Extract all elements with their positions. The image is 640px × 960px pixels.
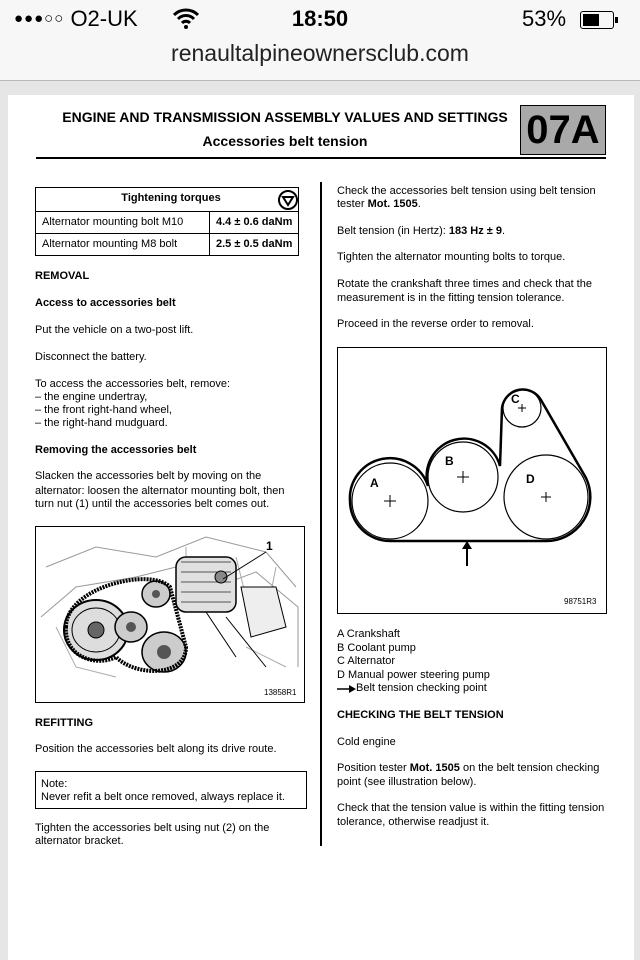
paragraph: tolerance, otherwise readjust it. <box>337 816 490 828</box>
legend-item: C Alternator <box>337 655 396 667</box>
paragraph: measurement is in the fitting tension tolerance. <box>337 292 565 304</box>
pulley-label-a: A <box>370 476 379 490</box>
torque-symbol-icon <box>277 190 299 210</box>
fig2-ref: 98751R3 <box>564 597 597 606</box>
paragraph: Cold engine <box>337 736 396 748</box>
belt-routing-diagram <box>337 347 607 614</box>
torque-label: Alternator mounting M8 bolt <box>42 238 178 250</box>
doc-title: ENGINE AND TRANSMISSION ASSEMBLY VALUES AND SETTINGS <box>62 109 508 125</box>
paragraph: To access the accessories belt, remove: <box>35 378 231 390</box>
legend-item: A Crankshaft <box>337 628 400 640</box>
list-item: – the front right-hand wheel, <box>35 404 172 416</box>
engine-drawing <box>36 527 304 702</box>
paragraph: Check the accessories belt tension using belt tension <box>337 185 596 197</box>
pulley-label-d: D <box>526 472 535 486</box>
clock: 18:50 <box>291 6 349 31</box>
torque-label: Alternator mounting bolt M10 <box>42 216 184 228</box>
torque-value: 2.5 ± 0.5 daNm <box>216 238 293 250</box>
removing-heading: Removing the accessories belt <box>35 444 197 456</box>
legend-item: D Manual power steering pump <box>337 669 490 681</box>
torque-table-header: Tightening torques <box>121 192 221 204</box>
refitting-heading: REFITTING <box>35 717 94 729</box>
table-row <box>36 211 298 234</box>
paragraph: Position the accessories belt along its drive route. <box>35 743 277 755</box>
pulley-label-c: C <box>511 392 520 406</box>
paragraph: Tighten the alternator mounting bolts to torque. <box>337 251 566 263</box>
battery-icon <box>580 11 614 29</box>
carrier-name: O2-UK <box>70 6 138 31</box>
fig1-ref: 13858R1 <box>264 688 297 697</box>
paragraph: Position tester Mot. 1505 on the belt tension checking <box>337 762 600 774</box>
pulley-label-b: B <box>445 454 454 468</box>
fig1-callout: 1 <box>266 539 273 553</box>
arrow-right-icon <box>337 684 357 694</box>
torque-value: 4.4 ± 0.6 daNm <box>216 216 293 228</box>
battery-percent: 53% <box>522 6 567 31</box>
header-divider <box>36 157 606 159</box>
note-box <box>35 771 307 809</box>
doc-subtitle: Accessories belt tension <box>202 133 368 149</box>
paragraph: Slacken the accessories belt by moving on the <box>35 470 262 482</box>
paragraph: Rotate the crankshaft three times and check that the <box>337 278 592 290</box>
column-divider <box>320 182 322 846</box>
section-badge: 07A <box>520 105 606 155</box>
legend-item: B Coolant pump <box>337 642 416 654</box>
signal-strength-dots: ●●●○○ <box>14 10 65 27</box>
paragraph: point (see illustration below). <box>337 776 477 788</box>
paragraph: Belt tension (in Hertz): 183 Hz ± 9. <box>337 225 506 237</box>
paragraph: Disconnect the battery. <box>35 351 147 363</box>
list-item: – the right-hand mudguard. <box>35 417 168 429</box>
address-bar[interactable] <box>0 40 640 81</box>
table-row <box>36 233 298 256</box>
paragraph: turn nut (1) until the accessories belt comes out. <box>35 498 270 510</box>
paragraph: Proceed in the reverse order to removal. <box>337 318 534 330</box>
paragraph: Check that the tension value is within the fitting tension <box>337 802 605 814</box>
paragraph: Tighten the accessories belt using nut (2) on the <box>35 822 270 834</box>
torque-table <box>35 187 299 256</box>
note-label: Note: <box>41 778 68 790</box>
checking-heading: CHECKING THE BELT TENSION <box>337 709 504 721</box>
removal-heading: REMOVAL <box>35 270 90 282</box>
legend-item: Belt tension checking point <box>356 682 487 694</box>
paragraph: tester Mot. 1505. <box>337 198 421 210</box>
paragraph: alternator bracket. <box>35 835 124 847</box>
paragraph: alternator: loosen the alternator mounting bolt, then <box>35 485 285 497</box>
list-item: – the engine undertray, <box>35 391 148 403</box>
access-heading: Access to accessories belt <box>35 297 176 309</box>
url-text[interactable]: renaultalpineownersclub.com <box>171 40 469 66</box>
engine-illustration <box>35 526 305 703</box>
note-text: Never refit a belt once removed, always replace it. <box>41 791 285 803</box>
paragraph: Put the vehicle on a two-post lift. <box>35 324 194 336</box>
status-bar <box>0 0 640 40</box>
